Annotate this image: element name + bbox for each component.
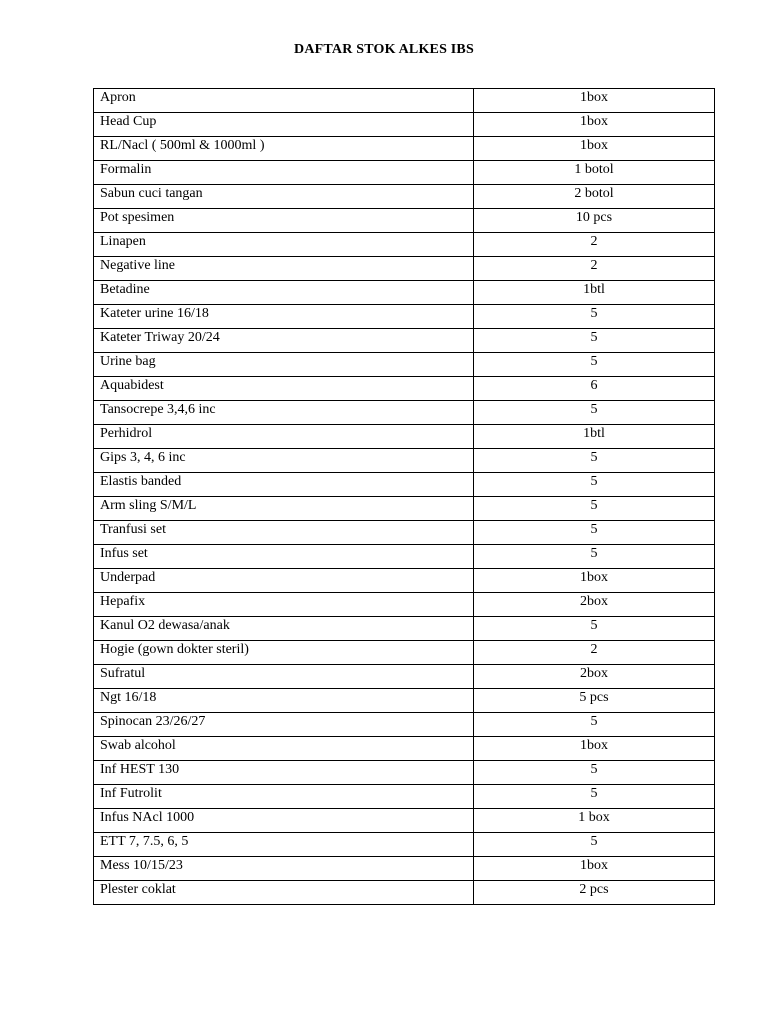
item-quantity-cell: 1 box	[474, 809, 715, 833]
table-row	[94, 137, 715, 161]
table-row	[94, 569, 715, 593]
table-row	[94, 689, 715, 713]
item-quantity-cell: 5	[474, 617, 715, 641]
table-row	[94, 809, 715, 833]
item-quantity-cell: 1btl	[474, 281, 715, 305]
item-name-cell: Elastis banded	[94, 473, 474, 497]
table-row	[94, 665, 715, 689]
item-quantity-cell: 2	[474, 641, 715, 665]
item-quantity-cell: 5	[474, 713, 715, 737]
table-row	[94, 833, 715, 857]
item-name-cell: Hepafix	[94, 593, 474, 617]
item-name-cell: Mess 10/15/23	[94, 857, 474, 881]
table-row	[94, 761, 715, 785]
item-quantity-cell: 1box	[474, 857, 715, 881]
table-row	[94, 329, 715, 353]
item-name-cell: Kateter urine 16/18	[94, 305, 474, 329]
table-row	[94, 209, 715, 233]
item-name-cell: Apron	[94, 89, 474, 113]
item-quantity-cell: 5	[474, 353, 715, 377]
item-quantity-cell: 5	[474, 401, 715, 425]
table-row	[94, 785, 715, 809]
stock-table	[93, 88, 715, 905]
item-quantity-cell: 1box	[474, 737, 715, 761]
table-row	[94, 305, 715, 329]
item-quantity-cell: 5	[474, 785, 715, 809]
item-quantity-cell: 1btl	[474, 425, 715, 449]
item-name-cell: Gips 3, 4, 6 inc	[94, 449, 474, 473]
item-quantity-cell: 10 pcs	[474, 209, 715, 233]
table-row	[94, 257, 715, 281]
item-quantity-cell: 1box	[474, 569, 715, 593]
item-quantity-cell: 5	[474, 473, 715, 497]
item-name-cell: Tansocrepe 3,4,6 inc	[94, 401, 474, 425]
item-name-cell: Pot spesimen	[94, 209, 474, 233]
table-row	[94, 377, 715, 401]
item-name-cell: Inf HEST 130	[94, 761, 474, 785]
item-quantity-cell: 1box	[474, 113, 715, 137]
item-quantity-cell: 5	[474, 449, 715, 473]
table-row	[94, 593, 715, 617]
item-quantity-cell: 1 botol	[474, 161, 715, 185]
item-name-cell: Aquabidest	[94, 377, 474, 401]
item-quantity-cell: 5	[474, 521, 715, 545]
item-quantity-cell: 2	[474, 233, 715, 257]
item-quantity-cell: 5 pcs	[474, 689, 715, 713]
item-name-cell: Kanul O2 dewasa/anak	[94, 617, 474, 641]
item-name-cell: Swab alcohol	[94, 737, 474, 761]
item-name-cell: Negative line	[94, 257, 474, 281]
item-quantity-cell: 2box	[474, 593, 715, 617]
item-name-cell: Arm sling S/M/L	[94, 497, 474, 521]
table-row	[94, 497, 715, 521]
table-row	[94, 473, 715, 497]
item-quantity-cell: 5	[474, 329, 715, 353]
item-name-cell: Sabun cuci tangan	[94, 185, 474, 209]
table-row	[94, 89, 715, 113]
item-name-cell: Underpad	[94, 569, 474, 593]
table-row	[94, 161, 715, 185]
item-quantity-cell: 5	[474, 833, 715, 857]
table-row	[94, 881, 715, 905]
table-row	[94, 425, 715, 449]
item-quantity-cell: 2box	[474, 665, 715, 689]
item-quantity-cell: 2	[474, 257, 715, 281]
stock-table-body	[94, 89, 715, 905]
table-row	[94, 113, 715, 137]
table-row	[94, 281, 715, 305]
table-row	[94, 737, 715, 761]
item-name-cell: Formalin	[94, 161, 474, 185]
item-name-cell: Betadine	[94, 281, 474, 305]
item-name-cell: Head Cup	[94, 113, 474, 137]
item-quantity-cell: 2 botol	[474, 185, 715, 209]
table-row	[94, 449, 715, 473]
table-row	[94, 857, 715, 881]
item-name-cell: Sufratul	[94, 665, 474, 689]
item-quantity-cell: 1box	[474, 89, 715, 113]
table-row	[94, 353, 715, 377]
item-name-cell: Hogie (gown dokter steril)	[94, 641, 474, 665]
item-quantity-cell: 5	[474, 497, 715, 521]
item-quantity-cell: 5	[474, 761, 715, 785]
item-name-cell: Inf Futrolit	[94, 785, 474, 809]
table-row	[94, 713, 715, 737]
item-name-cell: Ngt 16/18	[94, 689, 474, 713]
item-name-cell: Linapen	[94, 233, 474, 257]
item-name-cell: Infus set	[94, 545, 474, 569]
item-quantity-cell: 2 pcs	[474, 881, 715, 905]
item-name-cell: Urine bag	[94, 353, 474, 377]
page-title: DAFTAR STOK ALKES IBS	[294, 42, 474, 57]
item-quantity-cell: 1box	[474, 137, 715, 161]
item-name-cell: ETT 7, 7.5, 6, 5	[94, 833, 474, 857]
item-name-cell: Kateter Triway 20/24	[94, 329, 474, 353]
table-row	[94, 617, 715, 641]
table-row	[94, 185, 715, 209]
item-name-cell: Spinocan 23/26/27	[94, 713, 474, 737]
item-name-cell: Plester coklat	[94, 881, 474, 905]
item-quantity-cell: 5	[474, 545, 715, 569]
item-name-cell: Infus NAcl 1000	[94, 809, 474, 833]
table-row	[94, 233, 715, 257]
table-row	[94, 641, 715, 665]
item-name-cell: RL/Nacl ( 500ml & 1000ml )	[94, 137, 474, 161]
item-name-cell: Perhidrol	[94, 425, 474, 449]
table-row	[94, 545, 715, 569]
item-quantity-cell: 5	[474, 305, 715, 329]
table-row	[94, 401, 715, 425]
item-quantity-cell: 6	[474, 377, 715, 401]
table-row	[94, 521, 715, 545]
item-name-cell: Tranfusi set	[94, 521, 474, 545]
